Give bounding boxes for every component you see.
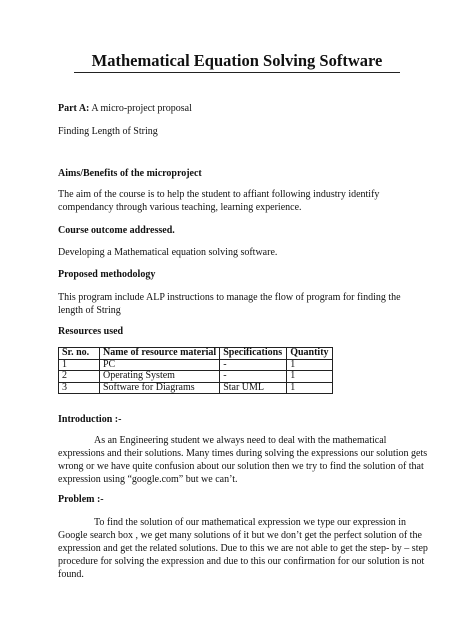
table-cell: 3: [59, 382, 100, 394]
introduction-text: As an Engineering student we always need to deal with the mathematical expressions and their solutions. Many times during solving the expressions our solution gets wrong or we have quite confusion about our solution then we try to find the solution of that expression using “google.com” but we can’t.: [58, 435, 428, 485]
introduction-heading: Introduction :-: [58, 414, 122, 425]
finding-line: Finding Length of String: [58, 126, 158, 137]
table-header-cell: Sr. no.: [59, 348, 100, 360]
table-cell: Software for Diagrams: [100, 382, 220, 394]
problem-text: To find the solution of our mathematical expression we type our expression in Google search box , we get many solutions of it but we don’t get the perfect solution of the expression and get the related solutions. Due to this we are not able to get the step- by – step procedure for solving the expression and due to this our confirmation for our solution is not found.: [58, 517, 428, 580]
table-cell: Operating System: [100, 371, 220, 383]
methodology-heading: Proposed methodology: [58, 269, 156, 280]
table-cell: 1: [59, 359, 100, 371]
table-cell: 2: [59, 371, 100, 383]
table-cell: -: [220, 359, 287, 371]
table-cell: -: [220, 371, 287, 383]
table-row: [59, 359, 333, 371]
document-title: Mathematical Equation Solving Software: [91, 51, 383, 70]
title-underline: [74, 72, 400, 73]
table-row: [59, 371, 333, 383]
methodology-text: This program include ALP instructions to manage the flow of program for finding the length of String: [58, 292, 401, 316]
table-row: [59, 382, 333, 394]
aims-heading: Aims/Benefits of the microproject: [58, 168, 202, 179]
table-cell: Star UML: [220, 382, 287, 394]
table-cell: 1: [287, 371, 332, 383]
resources-table: [58, 347, 333, 394]
resources-heading: Resources used: [58, 326, 124, 337]
table-cell: PC: [100, 359, 220, 371]
aims-text: The aim of the course is to help the student to affiant following industry identify compendancy through various teaching, learning experience.: [58, 189, 380, 213]
course-outcome-heading: Course outcome addressed.: [58, 225, 175, 236]
table-cell: 1: [287, 382, 332, 394]
table-header-cell: Specifications: [220, 348, 287, 360]
course-outcome-text: Developing a Mathematical equation solving software.: [58, 247, 278, 258]
table-header-row: [59, 348, 333, 360]
part-a-text: A micro-project proposal: [89, 103, 192, 114]
table-cell: 1: [287, 359, 332, 371]
table-header-cell: Name of resource material: [100, 348, 220, 360]
problem-heading: Problem :-: [58, 494, 104, 505]
part-a-label: Part A:: [58, 103, 90, 114]
part-a-line: [58, 102, 428, 115]
table-header-cell: Quantity: [287, 348, 332, 360]
